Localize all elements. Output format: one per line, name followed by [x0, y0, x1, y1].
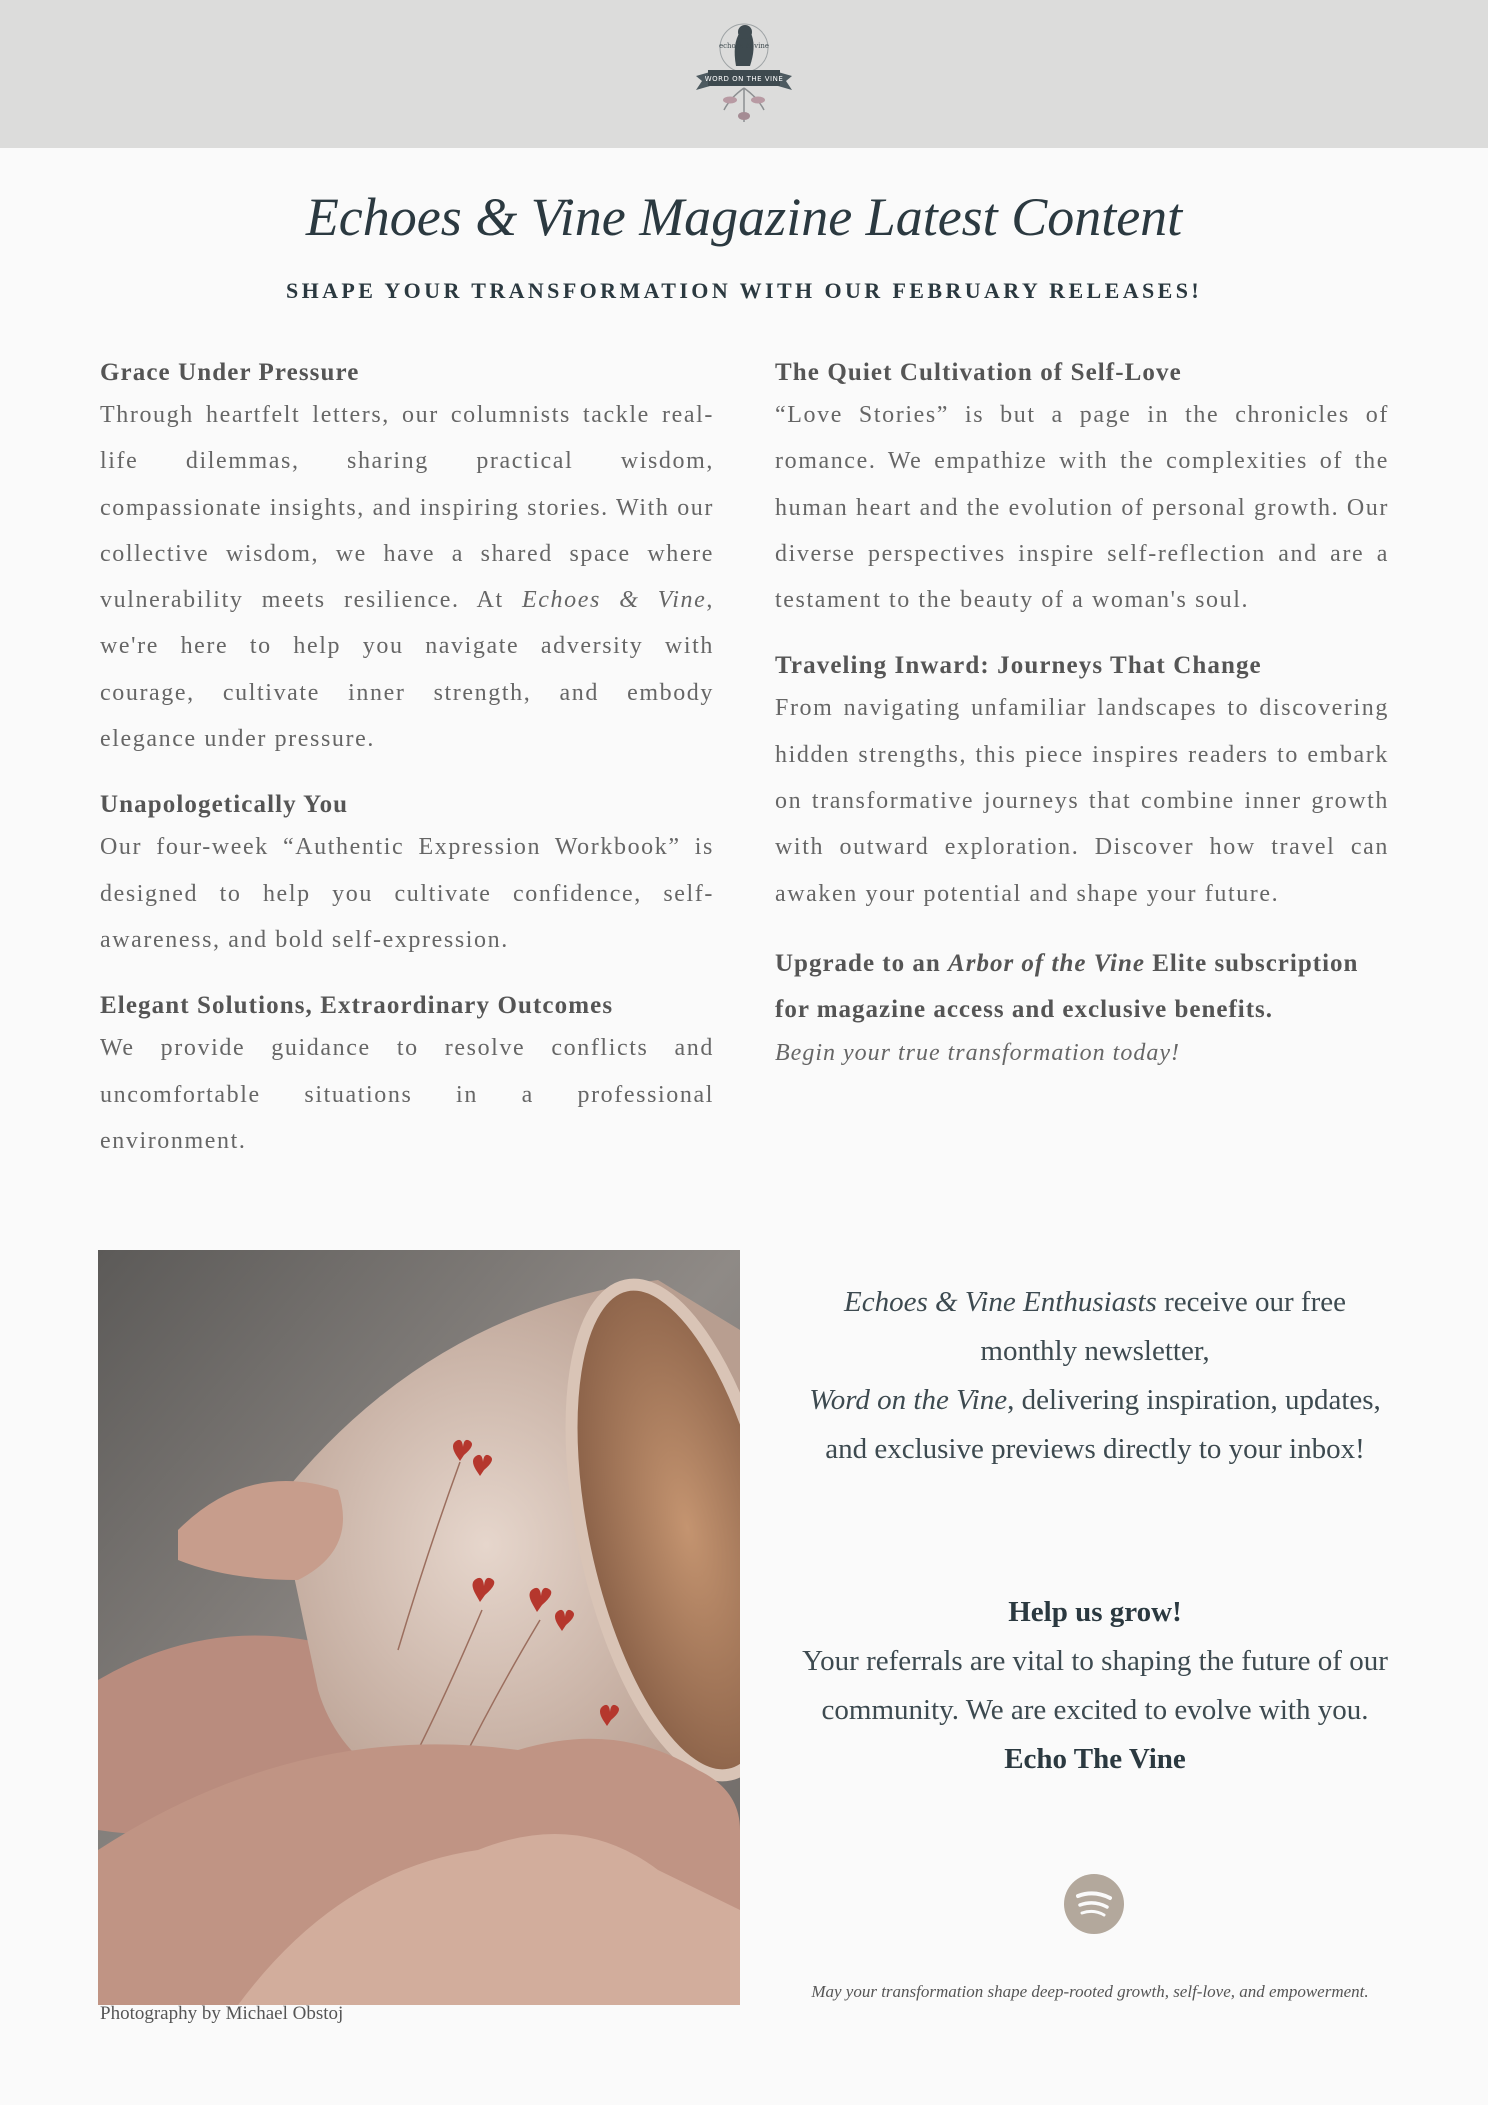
- article-heading: Unapologetically You: [100, 791, 349, 819]
- article-body: “Love Stories” is but a page in the chronicles of romance. We empathize with the complexities of the human heart and the evolution of personal growth. Our diverse perspectives inspire self-reflection and are a testament to the beauty of a woman's soul.: [775, 402, 1389, 614]
- article-body: Our four-week “Authentic Expression Workbook” is designed to help you cultivate confidence, self-awareness, and bold self-expression.: [100, 834, 714, 953]
- page-subtitle: SHAPE YOUR TRANSFORMATION WITH OUR FEBRUARY RELEASES!: [285, 278, 1203, 303]
- article-heading: Elegant Solutions, Extraordinary Outcomes: [100, 992, 614, 1020]
- article-traveling-inward: [775, 647, 1389, 916]
- article-body: Through heartfelt letters, our columnists tackle real-life dilemmas, sharing practical wisdom, compassionate insights, and inspiring stories. With our collective wisdom, we have a shared space where vulnerability meets resilience. At Echoes & Vine, we're here to help you navigate adversity with courage, cultivate inner strength, and embody elegance under pressure.: [100, 402, 714, 753]
- referral-heading: Help us grow!: [1008, 1596, 1182, 1628]
- page-title: Echoes & Vine Magazine Latest Content: [305, 187, 1183, 247]
- article-grace-under-pressure: [100, 354, 714, 762]
- article-body: From navigating unfamiliar landscapes to discovering hidden strengths, this piece inspires readers to embark on transformative journeys that combine inner growth with outward exploration. Discover how travel can awaken your potential and shape your future.: [775, 695, 1389, 907]
- article-heading: The Quiet Cultivation of Self-Love: [775, 359, 1182, 386]
- spotify-icon[interactable]: [1064, 1874, 1124, 1934]
- article-unapologetically-you: [100, 786, 714, 963]
- cta-text: Upgrade to an Arbor of the Vine Elite subscription for magazine access and exclusive benefits.: [775, 949, 1359, 1023]
- article-heading: Traveling Inward: Journeys That Change: [775, 652, 1262, 680]
- article-heading: Grace Under Pressure: [100, 359, 360, 386]
- newsletter-info: Echoes & Vine Enthusiasts receive our free monthly newsletter, Word on the Vine, delivering inspiration, updates, and exclusive previews directly to your inbox!: [809, 1286, 1381, 1465]
- photo-credit: Photography by Michael Obstoj: [100, 2003, 344, 2024]
- brand-logo[interactable]: [690, 14, 798, 134]
- ceramic-cup-photo: [98, 1250, 740, 2005]
- logo-top-text: echoes & vine: [718, 42, 770, 50]
- referral-body: Your referrals are vital to shaping the future of our community. We are excited to evolve with you.: [802, 1645, 1388, 1726]
- logo-ribbon-text: WORD ON THE VINE: [704, 75, 784, 83]
- referral-signoff[interactable]: Echo The Vine: [1004, 1743, 1186, 1775]
- article-quiet-cultivation: [775, 354, 1389, 623]
- subscription-cta[interactable]: [775, 941, 1389, 1073]
- article-body: We provide guidance to resolve conflicts and uncomfortable situations in a professional environment.: [100, 1035, 714, 1154]
- right-column: [775, 354, 1389, 1073]
- closing-note: May your transformation shape deep-rooted growth, self-love, and empowerment.: [811, 1982, 1369, 2001]
- header-banner: [0, 0, 1488, 148]
- article-elegant-solutions: [100, 987, 714, 1164]
- left-column: [100, 354, 714, 1188]
- cta-begin-text: Begin your true transformation today!: [775, 1039, 1180, 1066]
- referral-section: [795, 1588, 1395, 1784]
